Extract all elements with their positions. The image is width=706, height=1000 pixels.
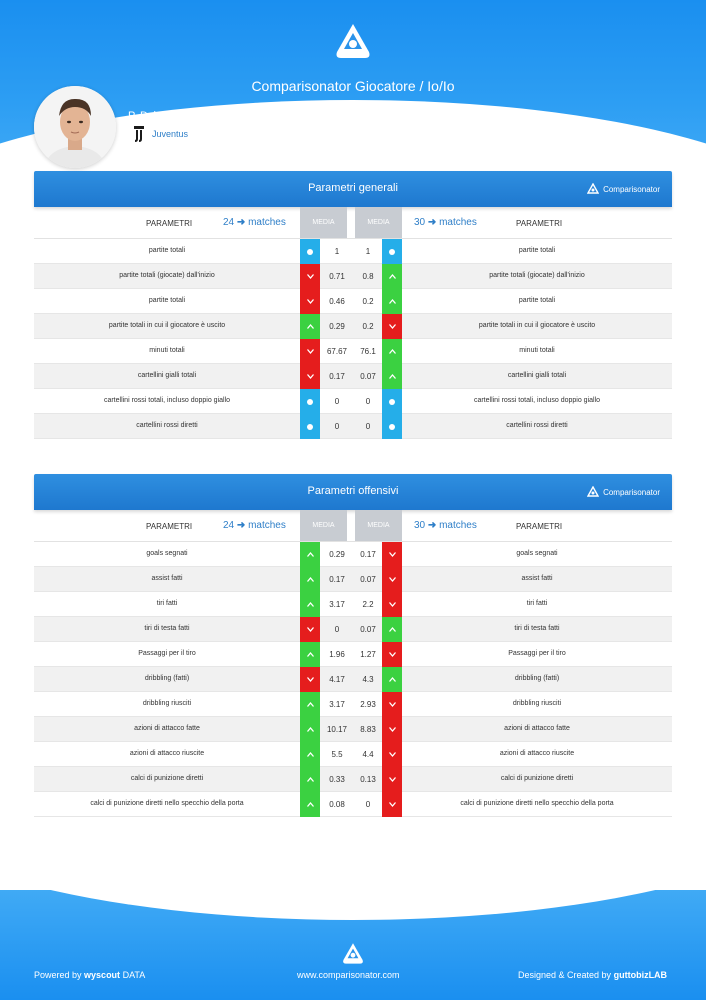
table-row (34, 767, 672, 792)
value-left: 0.29 (329, 322, 345, 331)
status-right (382, 314, 402, 339)
status-left (300, 542, 320, 567)
chevron-down-icon (389, 802, 396, 807)
param-left: tiri fatti (156, 600, 178, 607)
wyscout-brand: wyscout (84, 970, 121, 980)
param-right: partite totali (518, 247, 556, 254)
chevron-down-icon (307, 299, 314, 304)
value-right: 8.83 (360, 725, 376, 734)
lab-brand: guttobizLAB (613, 970, 668, 980)
website-link[interactable]: www.comparisonator.com (297, 970, 400, 980)
section-title: Parametri generali (308, 182, 398, 194)
status-right (382, 717, 402, 742)
value-left: 3.17 (329, 600, 345, 609)
player-name: P. Dybala ('93) (128, 110, 199, 122)
param-left: Passaggi per il tiro (138, 650, 196, 657)
dot-icon (307, 399, 313, 405)
chevron-down-icon (389, 652, 396, 657)
chevron-up-icon (307, 577, 314, 582)
status-right (382, 767, 402, 792)
table-row (34, 414, 672, 439)
comparisonator-small-icon (587, 486, 599, 498)
left-matches: 24 ➜ matches (223, 520, 286, 531)
rows-general (34, 239, 672, 439)
designed-by: Designed & Created by guttobizLAB (518, 970, 668, 980)
param-right: calci di punizione diretti nello specchio della porta (460, 800, 614, 807)
dot-icon (389, 249, 395, 255)
chevron-up-icon (307, 652, 314, 657)
section-header (34, 171, 672, 207)
value-left: 5.5 (331, 750, 343, 759)
param-right: azioni di attacco riuscite (499, 750, 575, 757)
club-name: Juventus (152, 129, 189, 139)
param-right: tiri fatti (526, 600, 548, 607)
chevron-down-icon (307, 374, 314, 379)
param-left: azioni di attacco riuscite (129, 750, 205, 757)
param-right: cartellini gialli totali (507, 372, 567, 379)
chevron-down-icon (389, 777, 396, 782)
param-left: partite totali (giocate) dall'inizio (119, 272, 215, 279)
status-left (300, 717, 320, 742)
param-left: goals segnati (146, 550, 188, 557)
section-general (34, 171, 672, 439)
right-params-label: PARAMETRI (516, 219, 563, 228)
chevron-up-icon (307, 602, 314, 607)
status-right (382, 592, 402, 617)
dot-icon (307, 424, 313, 430)
login-arrow-icon: ➜ (236, 520, 246, 531)
status-right (382, 339, 402, 364)
chevron-down-icon (307, 274, 314, 279)
chevron-down-icon (307, 627, 314, 632)
login-arrow-icon: ➜ (236, 217, 246, 228)
chevron-down-icon (389, 577, 396, 582)
value-right: 0.17 (360, 550, 376, 559)
media-right-header: MEDIA (355, 207, 402, 238)
chevron-down-icon (389, 324, 396, 329)
value-right: 4.3 (362, 675, 374, 684)
param-left: cartellini rossi totali, incluso doppio giallo (103, 397, 231, 404)
param-right: partite totali (giocate) dall'inizio (489, 272, 585, 279)
value-right: 0.8 (362, 272, 374, 281)
table-row (34, 717, 672, 742)
table-row (34, 667, 672, 692)
value-left: 0.17 (329, 575, 345, 584)
status-left (300, 692, 320, 717)
left-params-label: PARAMETRI (146, 522, 193, 531)
param-left: partite totali in cui il giocatore è uscito (108, 322, 226, 329)
param-right: minuti totali (519, 347, 555, 354)
table-row (34, 642, 672, 667)
table-row (34, 617, 672, 642)
value-right: 0.07 (360, 372, 376, 381)
value-right: 76.1 (360, 347, 376, 356)
value-right: 1 (365, 247, 371, 256)
section-header (34, 474, 672, 510)
chevron-down-icon (389, 702, 396, 707)
param-right: cartellini rossi totali, incluso doppio giallo (473, 397, 601, 404)
brand (587, 183, 660, 195)
param-right: azioni di attacco fatte (504, 725, 570, 732)
table-row (34, 389, 672, 414)
status-right (382, 667, 402, 692)
status-right (382, 542, 402, 567)
value-left: 0 (334, 422, 340, 431)
status-left (300, 364, 320, 389)
status-left (300, 617, 320, 642)
status-right (382, 389, 402, 414)
param-left: assist fatti (151, 575, 183, 582)
section-title: Parametri offensivi (307, 485, 399, 497)
dot-icon (389, 424, 395, 430)
value-right: 0.2 (362, 297, 374, 306)
chevron-up-icon (389, 677, 396, 682)
param-left: tiri di testa fatti (144, 625, 190, 632)
param-left: calci di punizione diretti nello specchio della porta (90, 800, 244, 807)
media-right-header: MEDIA (355, 510, 402, 541)
media-left-header: MEDIA (300, 207, 347, 238)
status-right (382, 239, 402, 264)
param-left: partite totali (148, 297, 186, 304)
status-left (300, 414, 320, 439)
param-right: calci di punizione diretti (500, 775, 574, 782)
chevron-up-icon (307, 752, 314, 757)
param-left: azioni di attacco fatte (134, 725, 200, 732)
table-row (34, 364, 672, 389)
table-row (34, 692, 672, 717)
param-right: dribbling riusciti (512, 700, 562, 707)
chevron-up-icon (389, 299, 396, 304)
chevron-down-icon (389, 552, 396, 557)
powered-by: Powered by wyscout DATA (34, 970, 146, 980)
status-left (300, 742, 320, 767)
left-matches: 24 ➜ matches (223, 217, 286, 228)
param-right: assist fatti (521, 575, 553, 582)
chevron-up-icon (307, 324, 314, 329)
value-left: 10.17 (326, 725, 348, 734)
media-left-header: MEDIA (300, 510, 347, 541)
table-row (34, 592, 672, 617)
value-right: 4.4 (362, 750, 374, 759)
param-left: dribbling riusciti (142, 700, 192, 707)
columns-header (34, 207, 672, 239)
right-matches: 30 ➜ matches (414, 520, 477, 531)
value-left: 0.17 (329, 372, 345, 381)
table-row (34, 339, 672, 364)
table-row (34, 239, 672, 264)
status-left (300, 389, 320, 414)
chevron-up-icon (307, 777, 314, 782)
brand-label: Comparisonator (603, 184, 660, 194)
value-right: 0.07 (360, 625, 376, 634)
comparisonator-small-icon (587, 183, 599, 195)
right-params-label: PARAMETRI (516, 522, 563, 531)
value-left: 4.17 (329, 675, 345, 684)
status-right (382, 692, 402, 717)
param-left: calci di punizione diretti (130, 775, 204, 782)
rows-offensive (34, 542, 672, 817)
status-right (382, 264, 402, 289)
chevron-up-icon (389, 274, 396, 279)
table-row (34, 314, 672, 339)
status-left (300, 592, 320, 617)
table-row (34, 289, 672, 314)
chevron-down-icon (389, 727, 396, 732)
value-left: 0.71 (329, 272, 345, 281)
value-left: 0.46 (329, 297, 345, 306)
value-right: 0.2 (362, 322, 374, 331)
param-right: partite totali (518, 297, 556, 304)
chevron-down-icon (307, 349, 314, 354)
status-right (382, 364, 402, 389)
param-left: partite totali (148, 247, 186, 254)
value-left: 0.29 (329, 550, 345, 559)
status-left (300, 567, 320, 592)
status-left (300, 264, 320, 289)
value-left: 0.33 (329, 775, 345, 784)
value-right: 0.07 (360, 575, 376, 584)
param-right: tiri di testa fatti (514, 625, 560, 632)
value-right: 0 (365, 422, 371, 431)
value-left: 0 (334, 397, 340, 406)
value-right: 0.13 (360, 775, 376, 784)
param-left: minuti totali (149, 347, 185, 354)
value-left: 1.96 (329, 650, 345, 659)
table-row (34, 542, 672, 567)
status-right (382, 289, 402, 314)
status-left (300, 339, 320, 364)
login-arrow-icon: ➜ (427, 520, 437, 531)
chevron-up-icon (389, 349, 396, 354)
dot-icon (389, 399, 395, 405)
value-right: 2.93 (360, 700, 376, 709)
login-arrow-icon: ➜ (427, 217, 437, 228)
param-right: Passaggi per il tiro (508, 650, 566, 657)
status-right (382, 567, 402, 592)
value-right: 0 (365, 397, 371, 406)
chevron-up-icon (307, 802, 314, 807)
table-row (34, 742, 672, 767)
table-row (34, 792, 672, 817)
brand-label: Comparisonator (603, 487, 660, 497)
chevron-up-icon (389, 627, 396, 632)
chevron-up-icon (307, 727, 314, 732)
dot-icon (307, 249, 313, 255)
comparisonator-footer-logo-icon (341, 942, 365, 966)
param-right: dribbling (fatti) (514, 675, 560, 682)
value-left: 1 (334, 247, 340, 256)
chevron-up-icon (307, 552, 314, 557)
status-right (382, 642, 402, 667)
status-left (300, 289, 320, 314)
status-right (382, 617, 402, 642)
value-left: 0 (334, 625, 340, 634)
value-right: 1.27 (360, 650, 376, 659)
status-left (300, 642, 320, 667)
chevron-down-icon (389, 602, 396, 607)
chevron-up-icon (389, 374, 396, 379)
brand (587, 486, 660, 498)
param-right: goals segnati (516, 550, 558, 557)
value-right: 2.2 (362, 600, 374, 609)
value-left: 3.17 (329, 700, 345, 709)
value-left: 67.67 (326, 347, 348, 356)
table-row (34, 567, 672, 592)
param-left: dribbling (fatti) (144, 675, 190, 682)
status-left (300, 314, 320, 339)
right-matches: 30 ➜ matches (414, 217, 477, 228)
section-offensive (34, 474, 672, 817)
table-row (34, 264, 672, 289)
param-right: cartellini rossi diretti (506, 422, 568, 429)
status-left (300, 792, 320, 817)
comparisonator-logo-icon (333, 22, 373, 62)
value-right: 0 (365, 800, 371, 809)
status-right (382, 792, 402, 817)
chevron-down-icon (307, 677, 314, 682)
left-params-label: PARAMETRI (146, 219, 193, 228)
status-left (300, 239, 320, 264)
param-left: cartellini gialli totali (137, 372, 197, 379)
chevron-up-icon (307, 702, 314, 707)
status-left (300, 767, 320, 792)
chevron-down-icon (389, 752, 396, 757)
columns-header (34, 510, 672, 542)
status-left (300, 667, 320, 692)
param-left: cartellini rossi diretti (136, 422, 198, 429)
param-right: partite totali in cui il giocatore è uscito (478, 322, 596, 329)
value-left: 0.08 (329, 800, 345, 809)
page-title: Comparisonator Giocatore / Io/Io (251, 78, 455, 94)
status-right (382, 742, 402, 767)
player-avatar (34, 86, 116, 168)
juventus-logo-icon (133, 126, 145, 143)
status-right (382, 414, 402, 439)
